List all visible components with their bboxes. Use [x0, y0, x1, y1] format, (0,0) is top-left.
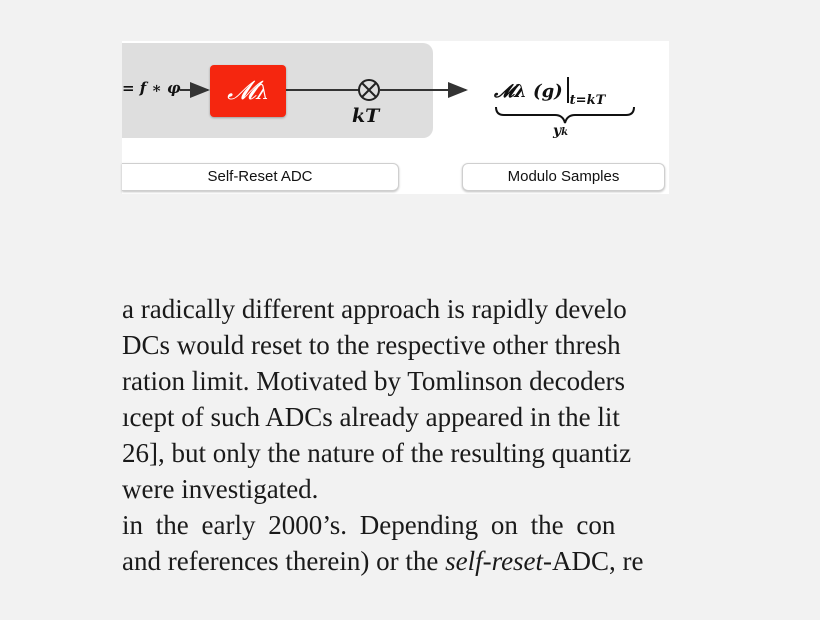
samples-caption: Modulo Samples: [462, 163, 665, 191]
text-line: 26], but only the nature of the resulting quantiz: [122, 438, 632, 468]
text-line: in the early 2000’s. Depending on the con: [122, 510, 616, 540]
modulo-subscript: λ: [256, 80, 269, 104]
text-line: ıcept of such ADCs already appeared in the lit: [122, 402, 620, 432]
system-diagram: [122, 41, 669, 194]
modulo-operator-block: [210, 65, 286, 117]
brace-label: [553, 123, 568, 139]
underbrace: [496, 107, 634, 123]
body-text: [122, 293, 699, 588]
sampler-otimes-icon: [359, 80, 379, 100]
input-equation: = f ∗ φ: [122, 79, 181, 97]
output-subscript: t=kT: [569, 93, 606, 108]
adc-caption: Self-Reset ADC: [122, 163, 399, 191]
modulo-symbol: 𝓜: [227, 76, 257, 106]
output-expression: [494, 77, 606, 108]
text-line: DCs would reset to the respective other thresh: [122, 330, 621, 360]
italic-term: self-reset: [445, 546, 544, 576]
text-line: were investigated.: [122, 474, 319, 504]
text-line: [122, 545, 644, 577]
text-line: a radically different approach is rapidly develo: [122, 294, 627, 324]
text-line: ration limit. Motivated by Tomlinson decoders: [122, 366, 626, 396]
text-segment: and references therein) or the: [122, 546, 446, 576]
brace-label-sub: k: [561, 127, 569, 138]
evaluation-bar: [567, 77, 569, 103]
sampling-label: kT: [352, 105, 380, 127]
text-segment: -ADC, re: [543, 546, 644, 576]
brace-label-main: y: [553, 123, 562, 139]
output-main: 𝓜λ (g): [494, 81, 563, 102]
